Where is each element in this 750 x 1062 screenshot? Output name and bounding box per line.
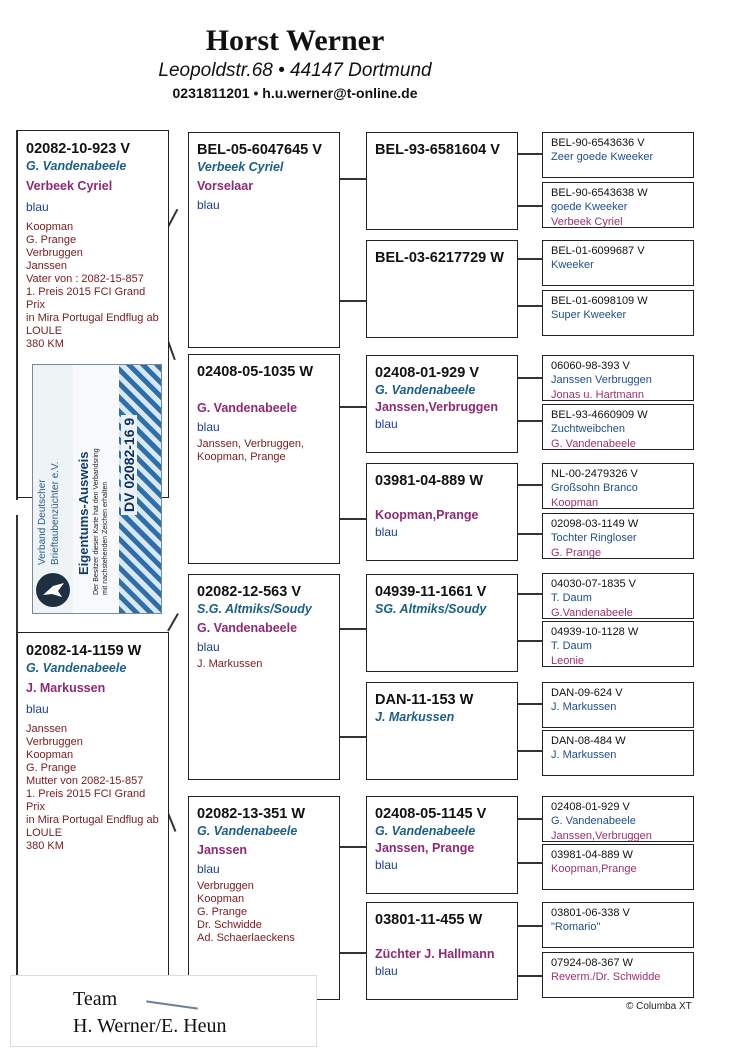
- owner: G. Vandenabeele: [197, 621, 298, 635]
- note-line: Prix: [26, 801, 45, 813]
- gen4-box[interactable]: [542, 796, 694, 842]
- gen3-box[interactable]: [366, 463, 518, 561]
- note-line: Koopman: [197, 893, 245, 905]
- ownership-card: [32, 364, 162, 614]
- card-fine-print-2: mit nachstehenden Zeichen erhalten: [102, 481, 109, 595]
- owner: J. Markussen: [26, 681, 106, 695]
- gen4-box[interactable]: [542, 132, 694, 178]
- connector: [518, 533, 542, 535]
- connector: [518, 640, 542, 642]
- connector: [518, 377, 542, 379]
- connector: [518, 750, 542, 752]
- connector: [340, 518, 366, 520]
- gen4-box[interactable]: [542, 182, 694, 228]
- gen3-box[interactable]: [366, 902, 518, 1000]
- note-line: in Mira Portugal Endflug ab: [26, 312, 159, 324]
- ring-number: 03981-04-889 W: [375, 473, 484, 489]
- note-line: Koopman,Prange: [551, 863, 637, 875]
- ring-number: NL-00-2479326 V: [551, 468, 638, 480]
- note-line: 1. Preis 2015 FCI Grand: [26, 286, 146, 298]
- plumage-color: blau: [197, 198, 220, 212]
- connector: [518, 975, 542, 977]
- connector: [340, 406, 366, 408]
- owner: G. Prange: [551, 547, 602, 559]
- ring-number: 02098-03-1149 W: [551, 518, 639, 530]
- gen4-box[interactable]: [542, 240, 694, 286]
- note-line: Koopman: [26, 749, 74, 761]
- ring-number: 04939-11-1661 V: [375, 584, 487, 600]
- connector: [518, 862, 542, 864]
- note-line: G. Vandenabeele: [551, 815, 636, 827]
- note-line: Verbruggen: [26, 736, 83, 748]
- note-line: J. Markussen: [551, 701, 617, 713]
- note-line: 1. Preis 2015 FCI Grand: [26, 788, 146, 800]
- gen2-box[interactable]: [188, 574, 340, 780]
- notes: [26, 723, 160, 853]
- connector: [518, 420, 542, 422]
- owner: Verbeek Cyriel: [26, 179, 113, 193]
- owner: Janssen, Prange: [375, 841, 475, 855]
- owner-name: Horst Werner: [205, 24, 385, 57]
- note-line: Janssen: [26, 260, 67, 272]
- ring-number: BEL-93-4660909 W: [551, 409, 648, 421]
- card-org-line2: Brieftaubenzüchter e.V.: [50, 461, 61, 565]
- ring-number: DAN-09-624 V: [551, 687, 623, 699]
- gen3-box[interactable]: [366, 240, 518, 338]
- note-line: Reverm./Dr. Schwidde: [551, 971, 661, 983]
- owner-contact: 0231811201 • h.u.werner@t-online.de: [172, 85, 418, 101]
- gen2-box[interactable]: [188, 796, 340, 1000]
- owner: Jonas u. Hartmann: [551, 389, 644, 401]
- note-line: Prix: [26, 299, 45, 311]
- note-line: Koopman: [26, 221, 74, 233]
- breeder: G. Vandenabeele: [197, 824, 298, 838]
- note-line: Super Kweeker: [551, 309, 627, 321]
- plumage-color: blau: [197, 420, 220, 434]
- connector: [340, 952, 366, 954]
- connector: [518, 593, 542, 595]
- note-line: Zeer goede Kweeker: [551, 151, 654, 163]
- note-line: G. Prange: [26, 762, 77, 774]
- connector: [340, 178, 366, 180]
- connector: [167, 613, 179, 631]
- gen4-box[interactable]: [542, 844, 694, 890]
- note-line: T. Daum: [551, 592, 592, 604]
- gen4-box[interactable]: [542, 573, 694, 619]
- note-line: G. Prange: [26, 234, 77, 246]
- owner: Verbeek Cyriel: [551, 216, 623, 228]
- note-line: Verbruggen: [197, 880, 254, 892]
- note-line: Vater von : 2082-15-857: [26, 273, 144, 285]
- team-signature: [10, 975, 317, 1047]
- connector: [518, 305, 542, 307]
- connector: [518, 153, 542, 155]
- connector: [518, 925, 542, 927]
- gen4-box[interactable]: [542, 902, 694, 948]
- notes: [26, 221, 160, 351]
- breeder: S.G. Altmiks/Soudy: [197, 602, 312, 616]
- note-line: "Romario": [551, 921, 601, 933]
- gen4-box[interactable]: [542, 730, 694, 776]
- note-line: J. Markussen: [197, 658, 263, 670]
- gen4-box[interactable]: [542, 355, 694, 401]
- note-line: Tochter Ringloser: [551, 532, 637, 544]
- plumage-color: blau: [375, 964, 398, 978]
- plumage-color: blau: [375, 525, 398, 539]
- owner: Janssen: [197, 843, 248, 857]
- ring-number: 02082-14-1159 W: [26, 643, 142, 659]
- note-line: 380 KM: [26, 338, 64, 350]
- note-line: Großsohn Branco: [551, 482, 638, 494]
- owner: Vorselaar: [197, 179, 254, 193]
- copyright: © Columba XT: [626, 1001, 692, 1012]
- plumage-color: blau: [26, 200, 49, 214]
- ring-number: BEL-01-6099687 V: [551, 245, 645, 257]
- gen3-box[interactable]: [366, 796, 518, 894]
- card-fine-print-1: Der Besitzer dieser Karte hat den Verbandsring: [93, 448, 100, 595]
- ring-number: 02082-10-923 V: [26, 141, 130, 157]
- card-pigeon-logo: [36, 573, 70, 607]
- ring-number: 02408-05-1145 V: [375, 806, 487, 822]
- owner: G. Vandenabeele: [551, 438, 636, 450]
- note-line: in Mira Portugal Endflug ab: [26, 814, 159, 826]
- gen4-box[interactable]: [542, 404, 694, 450]
- plumage-color: blau: [197, 862, 220, 876]
- ring-number: BEL-01-6098109 W: [551, 295, 648, 307]
- connector: [340, 736, 366, 738]
- ring-number: BEL-90-6543636 V: [551, 137, 645, 149]
- note-line: 380 KM: [26, 840, 64, 852]
- dam-box[interactable]: [17, 632, 169, 982]
- ring-number: 06060-98-393 V: [551, 360, 630, 372]
- breeder: SG. Altmiks/Soudy: [375, 602, 487, 616]
- plumage-color: blau: [375, 417, 398, 431]
- note-line: Zuchtweibchen: [551, 423, 625, 435]
- note-line: Janssen: [26, 723, 67, 735]
- card-title: Eigentums-Ausweis: [76, 451, 91, 575]
- owner-address: Leopoldstr.68 • 44147 Dortmund: [158, 60, 432, 81]
- gen2-box[interactable]: [188, 354, 340, 564]
- connector: [340, 300, 366, 302]
- note-line: LOULE: [26, 325, 63, 337]
- ring-number: 03801-06-338 V: [551, 907, 630, 919]
- gen4-box[interactable]: [542, 290, 694, 336]
- ring-number: 02408-01-929 V: [375, 365, 479, 381]
- ring-number: 07924-08-367 W: [551, 957, 633, 969]
- gen2-box[interactable]: [188, 132, 340, 348]
- ring-number: BEL-90-6543638 W: [551, 187, 648, 199]
- gen3-box[interactable]: [366, 682, 518, 780]
- ring-number: 02082-13-351 W: [197, 806, 306, 822]
- owner: Janssen,Verbruggen: [551, 830, 652, 842]
- plumage-color: blau: [375, 858, 398, 872]
- breeder: J. Markussen: [375, 710, 455, 724]
- connector: [340, 628, 366, 630]
- gen4-box[interactable]: [542, 463, 694, 509]
- breeder: G. Vandenabeele: [375, 824, 476, 838]
- connector: [518, 818, 542, 820]
- ring-number: 02082-12-563 V: [197, 584, 301, 600]
- breeder: G. Vandenabeele: [26, 661, 127, 675]
- gen3-box[interactable]: [366, 132, 518, 230]
- connector: [340, 846, 366, 848]
- owner: Züchter J. Hallmann: [375, 947, 495, 961]
- owner: Leonie: [551, 655, 585, 667]
- ring-number: 04939-10-1128 W: [551, 626, 639, 638]
- note-line: Kweeker: [551, 259, 594, 271]
- ring-number: 03981-04-889 W: [551, 849, 633, 861]
- ring-number: BEL-03-6217729 W: [375, 250, 504, 266]
- note-line: G. Prange: [197, 906, 248, 918]
- breeder: [197, 381, 331, 398]
- breeder: G. Vandenabeele: [375, 383, 476, 397]
- plumage-color: blau: [26, 702, 49, 716]
- ring-number: 04030-07-1835 V: [551, 578, 637, 590]
- gen3-box[interactable]: [366, 355, 518, 453]
- team-label: Team: [73, 988, 118, 1010]
- ring-number: 03801-11-455 W: [375, 912, 483, 928]
- card-org-line1: Verband Deutscher: [37, 479, 48, 565]
- connector: [518, 484, 542, 486]
- team-names: H. Werner/E. Heun: [73, 1015, 227, 1037]
- note-line: Janssen, Verbruggen,: [197, 438, 305, 450]
- gen4-box[interactable]: [542, 621, 694, 667]
- note-line: J. Markussen: [551, 749, 617, 761]
- note-line: Dr. Schwidde: [197, 919, 262, 931]
- connector: [518, 703, 542, 705]
- ring-number: DAN-08-484 W: [551, 735, 626, 747]
- note-line: Janssen Verbruggen: [551, 374, 652, 386]
- note-line: T. Daum: [551, 640, 592, 652]
- owner: Janssen,Verbruggen: [375, 400, 498, 414]
- note-line: Koopman, Prange: [197, 451, 286, 463]
- connector: [518, 205, 542, 207]
- gen4-box[interactable]: [542, 952, 694, 998]
- note-line: LOULE: [26, 827, 63, 839]
- card-ring-number: DV 02082-16 9: [121, 415, 137, 515]
- owner: G. Vandenabeele: [197, 401, 298, 415]
- owner: G.Vandenabeele: [551, 607, 633, 619]
- breeder: G. Vandenabeele: [26, 159, 127, 173]
- note-line: Ad. Schaerlaeckens: [197, 932, 295, 944]
- owner: Koopman,Prange: [375, 508, 479, 522]
- connector: [518, 258, 542, 260]
- ring-number: 02408-01-929 V: [551, 801, 630, 813]
- plumage-color: blau: [197, 640, 220, 654]
- gen3-box[interactable]: [366, 574, 518, 672]
- ring-number: BEL-05-6047645 V: [197, 142, 322, 158]
- breeder: Verbeek Cyriel: [197, 160, 284, 174]
- gen4-box[interactable]: [542, 513, 694, 559]
- gen4-box[interactable]: [542, 682, 694, 728]
- ring-number: DAN-11-153 W: [375, 692, 474, 708]
- note-line: Verbruggen: [26, 247, 83, 259]
- owner: Koopman: [551, 497, 599, 509]
- ring-number: 02408-05-1035 W: [197, 364, 314, 380]
- note-line: goede Kweeker: [551, 201, 628, 213]
- note-line: Mutter von 2082-15-857: [26, 775, 144, 787]
- ring-number: BEL-93-6581604 V: [375, 142, 500, 158]
